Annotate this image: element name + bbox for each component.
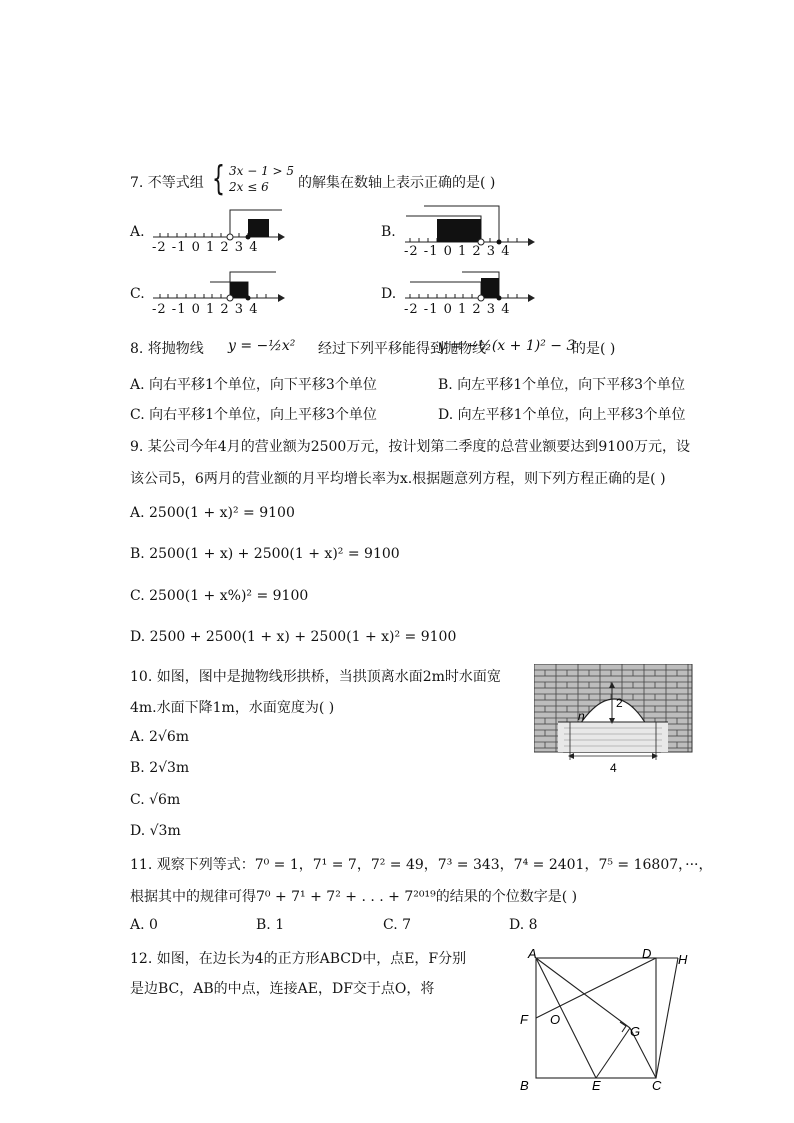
q7-option-c-ticks: -2 -1 0 1 2 3 4 (152, 302, 259, 317)
q8-option-b: B. 向左平移1个单位，向下平移3个单位 (438, 377, 686, 393)
q10-fig-width-label: 4 (610, 761, 617, 774)
q12-point-c: C (652, 1078, 662, 1093)
q9-option-c: C. 2500(1 + x%)² = 9100 (130, 588, 309, 604)
q7-option-b-ticks: -2 -1 0 1 2 3 4 (404, 244, 511, 259)
q8-stem-prefix: 8. 将抛物线 (130, 341, 204, 357)
q11-stem-line-1: 11. 观察下列等式：7⁰ = 1，7¹ = 7，7² = 49，7³ = 343，7⁴ = 2401，7⁵ = 16807，···， (130, 857, 713, 873)
q12-square-figure (512, 944, 698, 1094)
q10-fig-height-label: 2 (616, 696, 623, 710)
q10-option-a: A. 2√6m (130, 729, 190, 745)
q12-point-g: G (630, 1024, 641, 1039)
q8-option-d: D. 向左平移1个单位，向上平移3个单位 (438, 407, 686, 423)
q10-option-b: B. 2√3m (130, 760, 190, 776)
q12-stem-line-2: 是边BC，AB的中点，连接AE，DF交于点O，将 (130, 981, 435, 997)
q8-option-c: C. 向右平移1个单位，向上平移3个单位 (130, 407, 377, 423)
q7-inequality-system (212, 159, 302, 199)
q9-stem-line-2: 该公司5，6两月的营业额的月平均增长率为x.根据题意列方程，则下列方程正确的是( ) (130, 471, 666, 487)
q10-arch-bridge-figure (534, 664, 694, 774)
q10-stem-line-2: 4m.水面下降1m，水面宽度为( ) (130, 700, 335, 716)
q7-option-b-label: B. (381, 224, 396, 240)
q10-option-c: C. √6m (130, 792, 181, 808)
q8-stem-suffix: 的是( ) (572, 341, 616, 357)
q11-option-a: A. 0 (130, 917, 158, 933)
q10-option-d: D. √3m (130, 823, 181, 839)
q12-point-h: H (678, 952, 688, 967)
q12-point-o: O (550, 1012, 561, 1027)
q12-point-f: F (520, 1012, 528, 1027)
q7-stem-suffix: 的解集在数轴上表示正确的是( ) (298, 175, 496, 191)
q9-stem-line-1: 9. 某公司今年4月的营业额为2500万元，按计划第二季度的总营业额要达到9100万元，设 (130, 439, 690, 455)
q7-option-a-label: A. (130, 224, 145, 240)
q11-option-c: C. 7 (383, 917, 412, 933)
q8-stem-middle: 经过下列平移能得到抛物线 (318, 341, 486, 357)
q9-option-b: B. 2500(1 + x) + 2500(1 + x)² = 9100 (130, 546, 400, 562)
q12-point-b: B (520, 1078, 529, 1093)
q11-option-b: B. 1 (256, 917, 285, 933)
q7-option-a-ticks: -2 -1 0 1 2 3 4 (152, 240, 259, 255)
q12-point-a: A (528, 946, 537, 961)
q11-stem-line-2: 根据其中的规律可得7⁰ + 7¹ + 7² + . . . + 7²⁰¹⁹的结果的个位数字是( ) (130, 889, 578, 905)
q7-inequality-1: 3x − 1 > 5 (229, 164, 295, 178)
q10-stem-line-1: 10. 如图，图中是抛物线形拱桥，当拱顶离水面2m时水面宽 (130, 669, 501, 685)
q12-point-e: E (592, 1078, 601, 1093)
brace-icon: { (212, 159, 225, 199)
q9-option-d: D. 2500 + 2500(1 + x) + 2500(1 + x)² = 9100 (130, 629, 457, 645)
q12-stem-line-1: 12. 如图，在边长为4的正方形ABCD中，点E，F分别 (130, 951, 467, 967)
q7-option-d-label: D. (381, 286, 397, 302)
q11-option-d: D. 8 (509, 917, 538, 933)
q7-stem-prefix: 7. 不等式组 (130, 175, 204, 191)
q10-fig-n-label: n (578, 709, 585, 723)
q8-formula-1: y = −½x² (228, 338, 296, 354)
q7-inequality-2: 2x ≤ 6 (229, 180, 269, 194)
q8-formula-2: y = −½(x + 1)² − 3 (438, 338, 576, 354)
q9-option-a: A. 2500(1 + x)² = 9100 (130, 505, 295, 521)
q7-option-c-label: C. (130, 286, 145, 302)
q12-point-d: D (642, 946, 652, 961)
q7-option-d-ticks: -2 -1 0 1 2 3 4 (404, 302, 511, 317)
q8-option-a: A. 向右平移1个单位，向下平移3个单位 (130, 377, 377, 393)
